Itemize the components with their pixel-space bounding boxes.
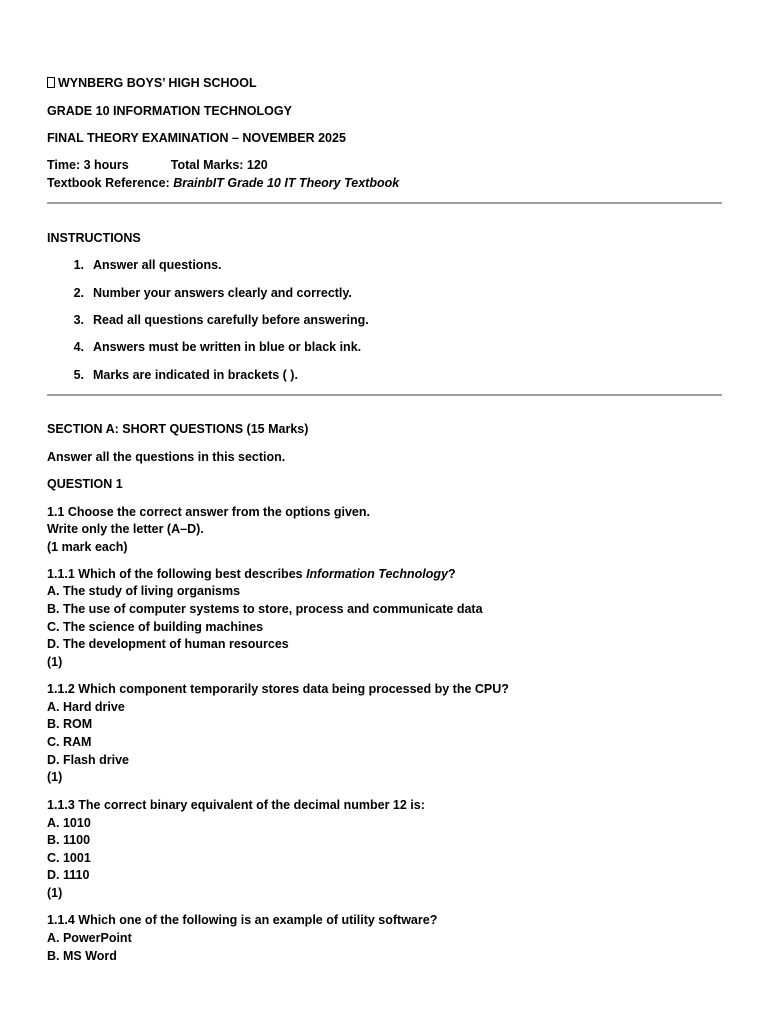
answer-option: C. RAM (47, 735, 92, 749)
question-intro: 1.1 Choose the correct answer from the options given. (47, 505, 370, 519)
textbook-title: BrainbIT Grade 10 IT Theory Textbook (173, 176, 400, 190)
question-stem: 1.1.3 The correct binary equivalent of the decimal number 12 is: (47, 798, 425, 812)
answer-option: B. ROM (47, 717, 93, 731)
question-stem: 1.1.4 Which one of the following is an example of utility software? (47, 913, 438, 927)
instruction-item: Read all questions carefully before answering. (93, 313, 369, 327)
answer-option: B. MS Word (47, 949, 117, 963)
question-stem-italic: Information Technology (306, 567, 448, 581)
answer-option: C. 1001 (47, 851, 91, 865)
answer-option: A. The study of living organisms (47, 584, 241, 598)
question-intro: (1 mark each) (47, 540, 128, 554)
textbook-label: Textbook Reference: (47, 176, 174, 190)
exam-meta-line (47, 157, 268, 174)
instruction-item: Answer all questions. (93, 258, 222, 272)
answer-option: D. 1110 (47, 868, 90, 882)
question-marks: (1) (47, 886, 63, 900)
question-stem (47, 566, 456, 583)
instruction-number: 1. (73, 258, 84, 272)
question-marks: (1) (47, 655, 63, 669)
school-name: WYNBERG BOYS’ HIGH SCHOOL (58, 76, 257, 90)
exam-time: Time: 3 hours (47, 158, 129, 172)
divider (47, 394, 722, 396)
question-heading: QUESTION 1 (47, 477, 123, 491)
instruction-item: Marks are indicated in brackets ( ). (93, 368, 298, 382)
instruction-item: Number your answers clearly and correctly. (93, 286, 352, 300)
instruction-number: 3. (73, 313, 84, 327)
textbook-reference (47, 175, 399, 192)
instructions-heading: INSTRUCTIONS (47, 231, 141, 245)
question-marks: (1) (47, 770, 63, 784)
divider (47, 202, 722, 204)
grade-subject: GRADE 10 INFORMATION TECHNOLOGY (47, 104, 292, 118)
total-marks: Total Marks: 120 (170, 158, 268, 172)
exam-title: FINAL THEORY EXAMINATION – NOVEMBER 2025 (47, 131, 346, 145)
question-stem-text: 1.1.1 Which of the following best describes (47, 567, 307, 581)
instruction-number: 4. (73, 340, 84, 354)
question-stem-end: ? (447, 567, 456, 581)
school-heading (47, 75, 257, 92)
section-note: Answer all the questions in this section. (47, 450, 286, 464)
section-heading: SECTION A: SHORT QUESTIONS (15 Marks) (47, 422, 309, 436)
answer-option: B. The use of computer systems to store, process and communicate data (47, 602, 483, 616)
instruction-number: 2. (73, 286, 84, 300)
instruction-item: Answers must be written in blue or black ink. (93, 340, 362, 354)
answer-option: A. PowerPoint (47, 931, 132, 945)
answer-option: D. Flash drive (47, 753, 129, 767)
answer-option: A. Hard drive (47, 700, 125, 714)
answer-option: D. The development of human resources (47, 637, 289, 651)
instruction-number: 5. (73, 368, 84, 382)
question-intro: Write only the letter (A–D). (47, 522, 204, 536)
question-stem: 1.1.2 Which component temporarily stores data being processed by the CPU? (47, 682, 509, 696)
answer-option: C. The science of building machines (47, 620, 264, 634)
answer-option: B. 1100 (47, 833, 91, 847)
answer-option: A. 1010 (47, 816, 91, 830)
missing-glyph-icon (47, 77, 55, 88)
